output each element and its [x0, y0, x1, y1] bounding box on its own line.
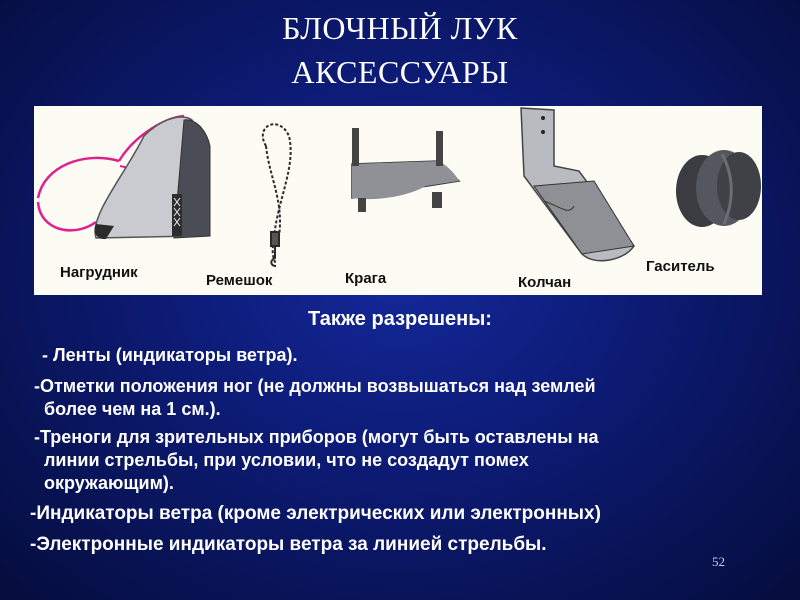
title-line-1: БЛОЧНЫЙ ЛУК	[282, 10, 518, 46]
list-item: -Электронные индикаторы ветра за линией стрельбы.	[30, 534, 547, 555]
caption-sling: Ремешок	[206, 272, 273, 289]
caption-quiver: Колчан	[518, 274, 572, 291]
list-item: -Индикаторы ветра (кроме электрических или электронных)	[30, 503, 601, 524]
list-item-cont: более чем на 1 см.).	[44, 399, 221, 419]
list-item: -Треноги для зрительных приборов (могут быть оставлены на	[34, 427, 599, 447]
caption-arm-guard: Крага	[345, 270, 387, 287]
accessories-image	[34, 106, 762, 295]
caption-damper: Гаситель	[646, 258, 715, 275]
also-allowed-heading: Также разрешены:	[308, 308, 492, 330]
list-item: -Отметки положения ног (не должны возвышаться над землей	[34, 376, 596, 396]
list-item: - Ленты (индикаторы ветра).	[42, 345, 298, 365]
slide-title	[0, 6, 800, 94]
quiver-illustration	[521, 108, 634, 261]
chest-guard-illustration	[38, 116, 210, 239]
title-line-2: АКСЕССУАРЫ	[291, 54, 509, 90]
page-number: 52	[712, 554, 725, 569]
damper-illustration	[676, 150, 761, 227]
list-item-cont: окружающим).	[44, 473, 174, 493]
caption-chest-guard: Нагрудник	[60, 264, 138, 281]
arm-guard-illustration	[352, 128, 459, 212]
list-item-cont: линии стрельбы, при условии, что не создадут помех	[44, 450, 529, 470]
sling-illustration	[263, 124, 291, 266]
